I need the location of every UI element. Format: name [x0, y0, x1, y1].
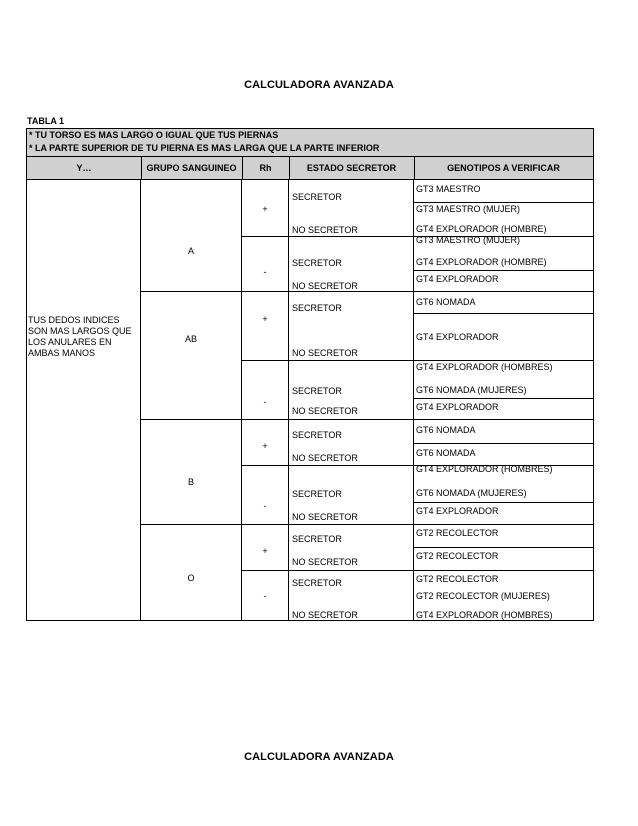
header-y: Y…	[76, 163, 92, 173]
secretor-ab-neg-ns: NO SECRETOR	[292, 406, 358, 416]
rh-b-neg: -	[263, 501, 267, 511]
header-estado-secretor: ESTADO SECRETOR	[306, 163, 397, 173]
footer-title: CALCULADORA AVANZADA	[244, 751, 394, 763]
secretor-o-neg-s: SECRETOR	[292, 578, 342, 588]
secretor-ab-neg-s: SECRETOR	[292, 386, 342, 396]
secretor-b-neg-ns: NO SECRETOR	[292, 512, 358, 522]
condition-2: * LA PARTE SUPERIOR DE TU PIERNA ES MAS LARGA QUE LA PARTE INFERIOR	[26, 142, 594, 156]
genotype-18: GT2 RECOLECTOR	[416, 551, 499, 561]
group-a: A	[187, 246, 194, 256]
rh-a-neg: -	[263, 267, 267, 277]
page-title: CALCULADORA AVANZADA	[244, 79, 394, 91]
table-label: TABLA 1	[27, 116, 64, 126]
genotype-15: GT6 NOMADA (MUJERES)	[416, 488, 527, 498]
secretor-b-pos-s: SECRETOR	[292, 430, 342, 440]
secretor-a-neg-s: SECRETOR	[292, 258, 342, 268]
header-genotipos: GENOTIPOS A VERIFICAR	[447, 163, 560, 173]
header-grupo-sanguineo: GRUPO SANGUINEO	[146, 163, 237, 173]
genotype-17: GT2 RECOLECTOR	[416, 528, 499, 538]
secretor-b-pos-ns: NO SECRETOR	[292, 453, 358, 463]
genotype-13: GT6 NOMADA	[416, 448, 476, 458]
genotype-19: GT2 RECOLECTOR	[416, 574, 499, 584]
genotype-6: GT4 EXPLORADOR	[416, 274, 499, 284]
secretor-a-neg-ns: NO SECRETOR	[292, 281, 358, 291]
rh-o-pos: +	[262, 546, 268, 556]
genotype-21: GT4 EXPLORADOR (HOMBRES)	[416, 610, 553, 620]
genotype-14: GT4 EXPLORADOR (HOMBRES)	[416, 464, 553, 474]
genotype-2: GT3 MAESTRO (MUJER)	[416, 204, 521, 214]
genotype-20: GT2 RECOLECTOR (MUJERES)	[416, 591, 550, 601]
group-o: O	[187, 573, 195, 583]
y-condition-text: TUS DEDOS INDICES SON MAS LARGOS QUE LOS ANULARES EN AMBAS MANOS	[28, 315, 132, 358]
genotype-5: GT4 EXPLORADOR (HOMBRE)	[416, 257, 547, 267]
genotype-1: GT3 MAESTRO	[416, 184, 481, 194]
rh-ab-neg: -	[263, 397, 267, 407]
genotype-4: GT3 MAESTRO (MUJER)	[416, 235, 521, 245]
group-b: B	[187, 477, 194, 487]
secretor-b-neg-s: SECRETOR	[292, 489, 342, 499]
rh-b-pos: +	[262, 441, 268, 451]
genotype-8: GT4 EXPLORADOR	[416, 332, 499, 342]
rh-o-neg: -	[263, 591, 267, 601]
genotype-7: GT6 NOMADA	[416, 297, 476, 307]
secretor-o-pos-ns: NO SECRETOR	[292, 557, 358, 567]
genotype-3: GT4 EXPLORADOR (HOMBRE)	[416, 224, 547, 234]
genotype-10: GT6 NOMADA (MUJERES)	[416, 385, 527, 395]
secretor-ab-pos-ns: NO SECRETOR	[292, 348, 358, 358]
table-header	[26, 156, 594, 180]
rh-a-pos: +	[262, 204, 268, 214]
secretor-o-neg-ns: NO SECRETOR	[292, 610, 358, 620]
genotype-12: GT6 NOMADA	[416, 425, 476, 435]
secretor-a-pos-s: SECRETOR	[292, 192, 342, 202]
secretor-ab-pos-s: SECRETOR	[292, 303, 342, 313]
genotype-16: GT4 EXPLORADOR	[416, 506, 499, 516]
genotype-9: GT4 EXPLORADOR (HOMBRES)	[416, 362, 553, 372]
header-rh: Rh	[259, 163, 272, 173]
rh-ab-pos: +	[262, 314, 268, 324]
secretor-o-pos-s: SECRETOR	[292, 534, 342, 544]
genotype-11: GT4 EXPLORADOR	[416, 402, 499, 412]
secretor-a-pos-ns: NO SECRETOR	[292, 225, 358, 235]
condition-1: * TU TORSO ES MAS LARGO O IGUAL QUE TUS PIERNAS	[26, 128, 594, 142]
group-ab: AB	[184, 334, 197, 344]
